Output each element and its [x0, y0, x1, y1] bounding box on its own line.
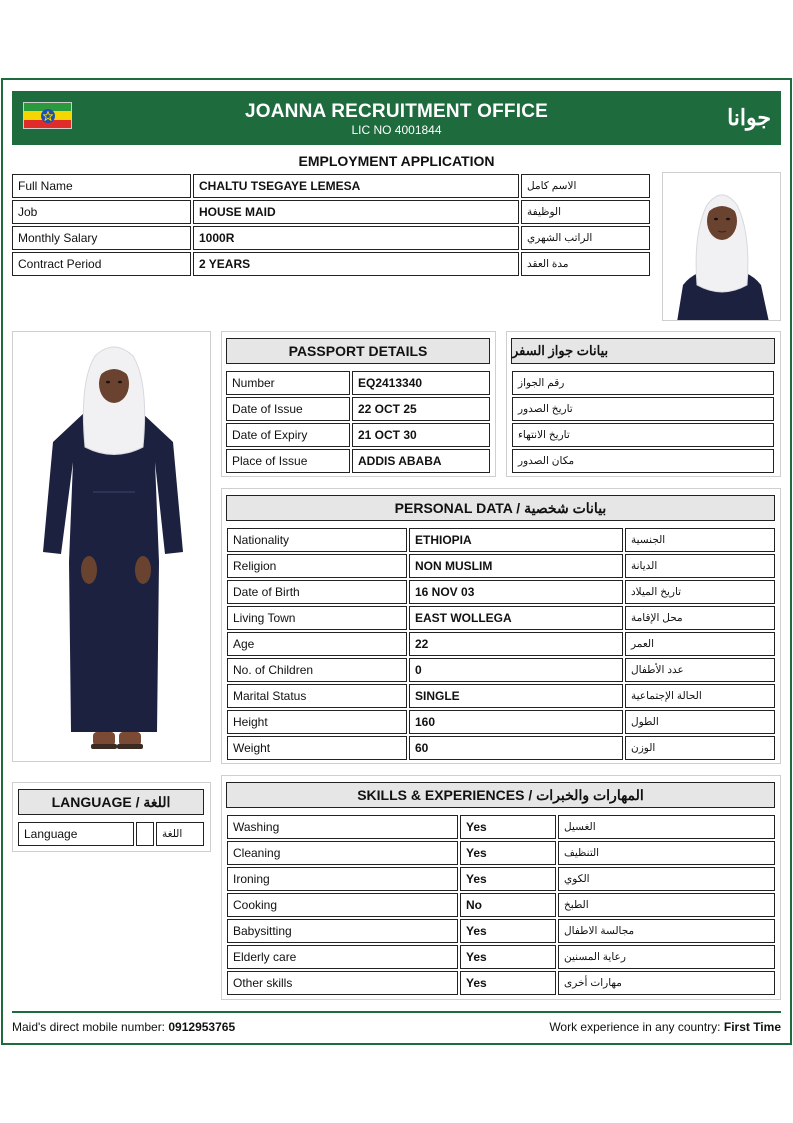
skills-title: SKILLS & EXPERIENCES / المهارات والخبرات: [226, 782, 775, 808]
experience-value: First Time: [723, 1020, 781, 1034]
table-row: [226, 423, 490, 447]
personal-label: Religion: [227, 554, 407, 578]
personal-arabic: الطول: [625, 710, 775, 734]
skill-arabic: مجالسة الاطفال: [558, 919, 775, 943]
application-title: EMPLOYMENT APPLICATION: [298, 153, 495, 169]
table-row: [226, 371, 490, 395]
table-row: [512, 397, 774, 421]
footer-divider: [12, 1011, 781, 1013]
personal-value: 16 NOV 03: [409, 580, 623, 604]
skill-label: Washing: [227, 815, 458, 839]
personal-label: No. of Children: [227, 658, 407, 682]
table-row: [227, 684, 775, 708]
table-row: [227, 528, 775, 552]
office-title: JOANNA RECRUITMENT OFFICE: [244, 101, 549, 122]
personal-value: 22: [409, 632, 623, 656]
skill-value: Yes: [460, 919, 556, 943]
passport-value: EQ2413340: [352, 371, 490, 395]
skill-arabic: الكوي: [558, 867, 775, 891]
personal-arabic: محل الإقامة: [625, 606, 775, 630]
office-arabic-name: جوانا: [727, 105, 771, 130]
passport-value: 22 OCT 25: [352, 397, 490, 421]
table-row: [227, 658, 775, 682]
passport-label: Number: [226, 371, 350, 395]
personal-label: Date of Birth: [227, 580, 407, 604]
basic-value: 1000R: [193, 226, 519, 250]
basic-arabic: الاسم كامل: [521, 174, 650, 198]
basic-label: Full Name: [12, 174, 191, 198]
table-row: [226, 449, 490, 473]
basic-label: Contract Period: [12, 252, 191, 276]
personal-arabic: الوزن: [625, 736, 775, 760]
table-row: [18, 822, 204, 846]
skill-label: Ironing: [227, 867, 458, 891]
basic-arabic: الراتب الشهري: [521, 226, 650, 250]
passport-label: Place of Issue: [226, 449, 350, 473]
skill-arabic: رعاية المسنين: [558, 945, 775, 969]
personal-value: NON MUSLIM: [409, 554, 623, 578]
skill-label: Babysitting: [227, 919, 458, 943]
passport-value: ADDIS ABABA: [352, 449, 490, 473]
basic-label: Job: [12, 200, 191, 224]
mobile-value: 0912953765: [168, 1020, 236, 1034]
table-row: [12, 200, 650, 224]
basic-value: CHALTU TSEGAYE LEMESA: [193, 174, 519, 198]
table-row: [512, 449, 774, 473]
mobile-number-line: [12, 1020, 235, 1034]
personal-arabic: الحالة الإجتماعية: [625, 684, 775, 708]
passport-value: 21 OCT 30: [352, 423, 490, 447]
license-number: LIC NO 4001844: [351, 123, 442, 137]
skill-value: Yes: [460, 971, 556, 995]
work-experience-line: [549, 1020, 781, 1034]
portrait-photo: [662, 172, 781, 321]
passport-label: Date of Issue: [226, 397, 350, 421]
full-body-photo: [12, 331, 211, 762]
basic-value: 2 YEARS: [193, 252, 519, 276]
table-row: [227, 893, 775, 917]
skill-arabic: الغسيل: [558, 815, 775, 839]
table-row: [227, 841, 775, 865]
language-label: Language: [18, 822, 134, 846]
table-row: [227, 736, 775, 760]
table-row: [12, 252, 650, 276]
basic-arabic: الوظيفة: [521, 200, 650, 224]
table-row: [227, 945, 775, 969]
passport-label: Date of Expiry: [226, 423, 350, 447]
personal-label: Age: [227, 632, 407, 656]
skill-value: Yes: [460, 815, 556, 839]
personal-arabic: عدد الأطفال: [625, 658, 775, 682]
skill-value: Yes: [460, 867, 556, 891]
personal-value: EAST WOLLEGA: [409, 606, 623, 630]
table-row: [227, 971, 775, 995]
table-row: [227, 815, 775, 839]
personal-arabic: الجنسية: [625, 528, 775, 552]
table-row: [226, 397, 490, 421]
basic-label: Monthly Salary: [12, 226, 191, 250]
table-row: [227, 580, 775, 604]
language-arabic: اللغة: [156, 822, 204, 846]
table-row: [512, 423, 774, 447]
table-row: [227, 606, 775, 630]
skill-arabic: الطبخ: [558, 893, 775, 917]
skill-label: Other skills: [227, 971, 458, 995]
personal-label: Nationality: [227, 528, 407, 552]
personal-value: 0: [409, 658, 623, 682]
skill-label: Elderly care: [227, 945, 458, 969]
personal-label: Weight: [227, 736, 407, 760]
skill-arabic: مهارات أخرى: [558, 971, 775, 995]
passport-arabic-label: تاريخ الصدور: [512, 397, 774, 421]
personal-value: 160: [409, 710, 623, 734]
table-row: [227, 867, 775, 891]
skill-label: Cooking: [227, 893, 458, 917]
table-row: [12, 226, 650, 250]
personal-value: SINGLE: [409, 684, 623, 708]
basic-arabic: مدة العقد: [521, 252, 650, 276]
personal-arabic: العمر: [625, 632, 775, 656]
header-bar: [12, 91, 781, 145]
experience-label: Work experience in any country:: [549, 1020, 721, 1034]
table-row: [227, 919, 775, 943]
personal-value: 60: [409, 736, 623, 760]
table-row: [12, 174, 650, 198]
mobile-label: Maid's direct mobile number:: [12, 1020, 166, 1034]
personal-arabic: الديانة: [625, 554, 775, 578]
passport-arabic-label: تاريخ الانتهاء: [512, 423, 774, 447]
skill-value: No: [460, 893, 556, 917]
personal-label: Living Town: [227, 606, 407, 630]
personal-label: Marital Status: [227, 684, 407, 708]
basic-value: HOUSE MAID: [193, 200, 519, 224]
passport-arabic-title: بيانات جواز السفر: [511, 338, 775, 364]
table-row: [227, 554, 775, 578]
personal-value: ETHIOPIA: [409, 528, 623, 552]
passport-arabic-label: رقم الجواز: [512, 371, 774, 395]
table-row: [512, 371, 774, 395]
passport-title: PASSPORT DETAILS: [226, 338, 490, 364]
skill-arabic: التنظيف: [558, 841, 775, 865]
skill-value: Yes: [460, 945, 556, 969]
table-row: [227, 632, 775, 656]
table-row: [227, 710, 775, 734]
skill-value: Yes: [460, 841, 556, 865]
personal-data-title: PERSONAL DATA / بيانات شخصية: [226, 495, 775, 521]
language-value: [136, 822, 154, 846]
personal-arabic: تاريخ الميلاد: [625, 580, 775, 604]
passport-arabic-label: مكان الصدور: [512, 449, 774, 473]
personal-label: Height: [227, 710, 407, 734]
skill-label: Cleaning: [227, 841, 458, 865]
language-title: LANGUAGE / اللغة: [18, 789, 204, 815]
